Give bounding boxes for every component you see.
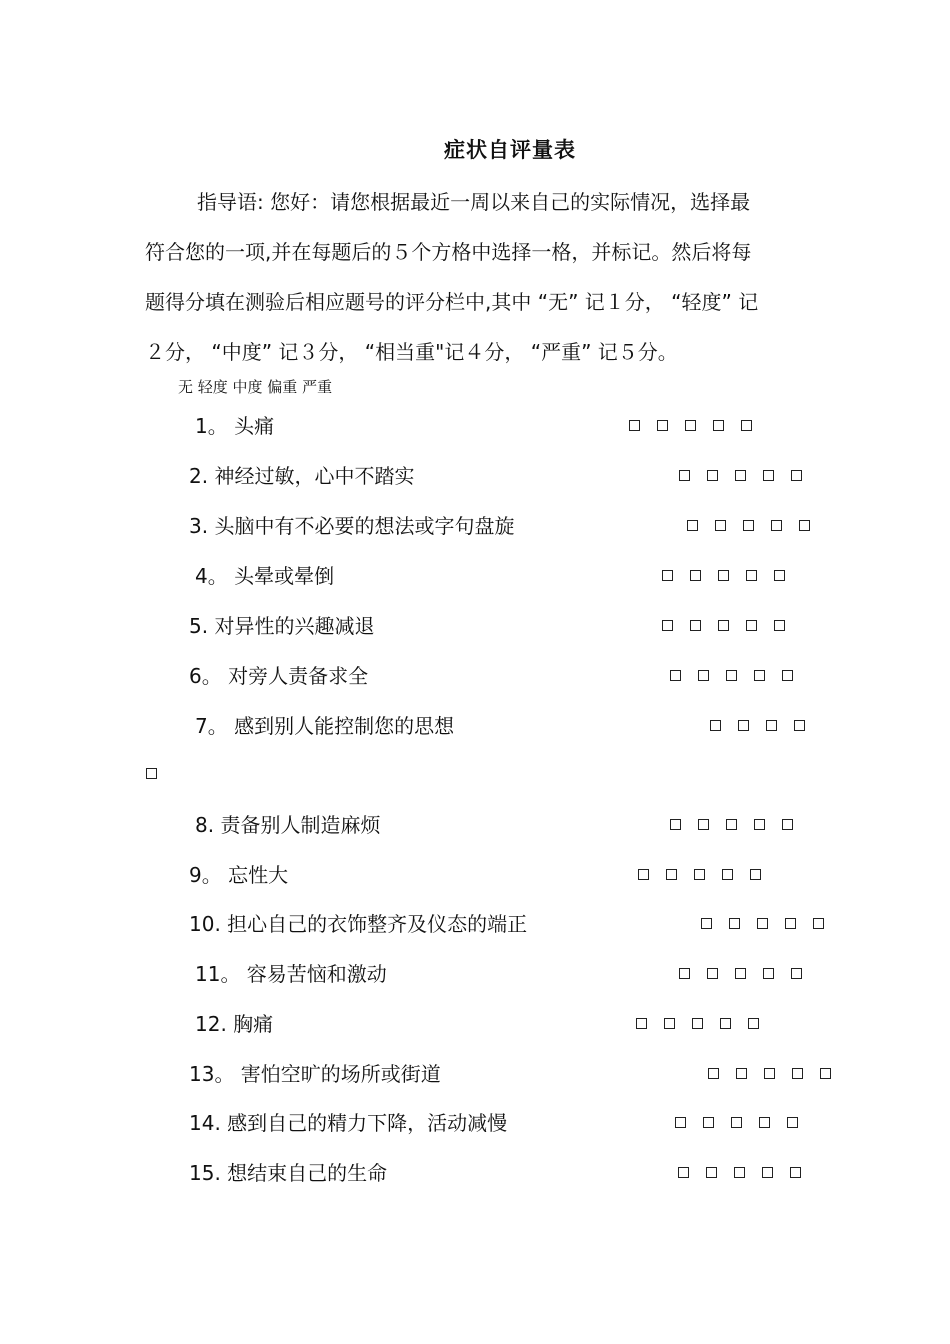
option-checkbox[interactable]	[720, 1018, 731, 1029]
option-checkbox[interactable]	[741, 420, 752, 431]
option-checkbox[interactable]	[764, 1068, 775, 1079]
item-6-options	[670, 667, 810, 683]
option-checkbox[interactable]	[718, 620, 729, 631]
option-checkbox[interactable]	[662, 620, 673, 631]
option-checkbox[interactable]	[710, 720, 721, 731]
item-6-text: 6。 对旁人责备求全	[189, 664, 369, 688]
option-checkbox[interactable]	[707, 470, 718, 481]
option-checkbox[interactable]	[735, 968, 746, 979]
option-checkbox[interactable]	[820, 1068, 831, 1079]
page-title: 症状自评量表	[444, 138, 576, 162]
option-checkbox[interactable]	[679, 470, 690, 481]
item-14-text: 14. 感到自己的精力下降，活动减慢	[189, 1111, 508, 1135]
option-checkbox[interactable]	[792, 1068, 803, 1079]
option-checkbox[interactable]	[679, 968, 690, 979]
option-checkbox[interactable]	[685, 420, 696, 431]
item-11-options	[679, 965, 819, 981]
option-checkbox[interactable]	[746, 570, 757, 581]
item-8-options	[670, 816, 810, 832]
option-checkbox[interactable]	[664, 1018, 675, 1029]
item-8-text: 8. 责备别人制造麻烦	[195, 813, 381, 837]
option-checkbox[interactable]	[774, 570, 785, 581]
item-2-options	[679, 467, 819, 483]
option-checkbox[interactable]	[759, 1117, 770, 1128]
option-checkbox[interactable]	[670, 670, 681, 681]
option-checkbox[interactable]	[794, 720, 805, 731]
option-checkbox[interactable]	[766, 720, 777, 731]
option-checkbox[interactable]	[748, 1018, 759, 1029]
option-checkbox[interactable]	[713, 420, 724, 431]
option-checkbox[interactable]	[666, 869, 677, 880]
option-checkbox[interactable]	[718, 570, 729, 581]
option-checkbox[interactable]	[678, 1167, 689, 1178]
item-7-options	[710, 717, 822, 733]
option-checkbox[interactable]	[736, 1068, 747, 1079]
option-checkbox[interactable]	[738, 720, 749, 731]
option-checkbox[interactable]	[750, 869, 761, 880]
item-9-options	[638, 866, 778, 882]
option-checkbox[interactable]	[757, 918, 768, 929]
option-checkbox[interactable]	[715, 520, 726, 531]
option-checkbox[interactable]	[754, 819, 765, 830]
option-checkbox[interactable]	[629, 420, 640, 431]
option-checkbox[interactable]	[698, 819, 709, 830]
option-checkbox[interactable]	[763, 470, 774, 481]
option-checkbox[interactable]	[690, 570, 701, 581]
option-checkbox[interactable]	[782, 670, 793, 681]
option-checkbox[interactable]	[771, 520, 782, 531]
option-checkbox[interactable]	[726, 819, 737, 830]
option-checkbox[interactable]	[729, 918, 740, 929]
option-checkbox[interactable]	[636, 1018, 647, 1029]
option-checkbox[interactable]	[694, 869, 705, 880]
option-checkbox[interactable]	[787, 1117, 798, 1128]
option-checkbox[interactable]	[706, 1167, 717, 1178]
option-checkbox[interactable]	[657, 420, 668, 431]
item-4-options	[662, 567, 802, 583]
option-checkbox[interactable]	[746, 620, 757, 631]
option-checkbox[interactable]	[690, 620, 701, 631]
item-10-options	[701, 915, 841, 931]
option-checkbox[interactable]	[813, 918, 824, 929]
item-15-options	[678, 1164, 818, 1180]
item-7-text: 7。 感到别人能控制您的思想	[195, 714, 455, 738]
option-checkbox[interactable]	[703, 1117, 714, 1128]
item-12-options	[636, 1015, 776, 1031]
option-checkbox[interactable]	[774, 620, 785, 631]
option-checkbox[interactable]	[791, 470, 802, 481]
item-15-text: 15. 想结束自己的生命	[189, 1161, 388, 1185]
option-checkbox[interactable]	[638, 869, 649, 880]
option-checkbox[interactable]	[675, 1117, 686, 1128]
instructions-line-3: 题得分填在测验后相应题号的评分栏中,其中 “无” 记１分， “轻度” 记	[145, 290, 759, 314]
item-12-text: 12. 胸痛	[195, 1012, 274, 1036]
item-10-text: 10. 担心自己的衣饰整齐及仪态的端正	[189, 912, 528, 936]
option-checkbox[interactable]	[670, 819, 681, 830]
option-checkbox[interactable]	[722, 869, 733, 880]
option-checkbox[interactable]	[662, 570, 673, 581]
option-checkbox[interactable]	[799, 520, 810, 531]
option-checkbox[interactable]	[754, 670, 765, 681]
item-9-text: 9。 忘性大	[189, 863, 289, 887]
option-checkbox[interactable]	[763, 968, 774, 979]
option-checkbox[interactable]	[791, 968, 802, 979]
option-checkbox[interactable]	[687, 520, 698, 531]
item-3-text: 3. 头脑中有不必要的想法或字句盘旋	[189, 514, 515, 538]
item-1-text: 1。 头痛	[195, 414, 275, 438]
item-13-options	[708, 1065, 848, 1081]
option-checkbox[interactable]	[708, 1068, 719, 1079]
option-checkbox[interactable]	[762, 1167, 773, 1178]
option-checkbox[interactable]	[701, 918, 712, 929]
option-checkbox[interactable]	[785, 918, 796, 929]
item-1-options	[629, 417, 769, 433]
option-checkbox[interactable]	[790, 1167, 801, 1178]
item-5-options	[662, 617, 802, 633]
item-13-text: 13。 害怕空旷的场所或街道	[189, 1062, 441, 1086]
option-checkbox[interactable]	[707, 968, 718, 979]
option-checkbox[interactable]	[692, 1018, 703, 1029]
option-checkbox[interactable]	[782, 819, 793, 830]
option-checkbox[interactable]	[731, 1117, 742, 1128]
item-14-options	[675, 1114, 815, 1130]
instructions-line-4: ２分， “中度” 记３分， “相当重"记４分， “严重” 记５分。	[145, 340, 678, 364]
rating-scale-header: 无 轻度 中度 偏重 严重	[178, 378, 333, 396]
item-7-wrapped-option-box[interactable]	[146, 768, 157, 779]
item-11-text: 11。 容易苦恼和激动	[195, 962, 387, 986]
instructions-line-1: 指导语: 您好：请您根据最近一周以来自己的实际情况，选择最	[197, 190, 751, 214]
item-2-text: 2. 神经过敏，心中不踏实	[189, 464, 415, 488]
instructions-line-2: 符合您的一项,并在每题后的５个方格中选择一格，并标记。然后将每	[145, 240, 752, 264]
option-checkbox[interactable]	[734, 1167, 745, 1178]
option-checkbox[interactable]	[735, 470, 746, 481]
option-checkbox[interactable]	[698, 670, 709, 681]
option-checkbox[interactable]	[743, 520, 754, 531]
option-checkbox[interactable]	[726, 670, 737, 681]
item-3-options	[687, 517, 827, 533]
item-4-text: 4。 头晕或晕倒	[195, 564, 335, 588]
item-5-text: 5. 对异性的兴趣减退	[189, 614, 375, 638]
